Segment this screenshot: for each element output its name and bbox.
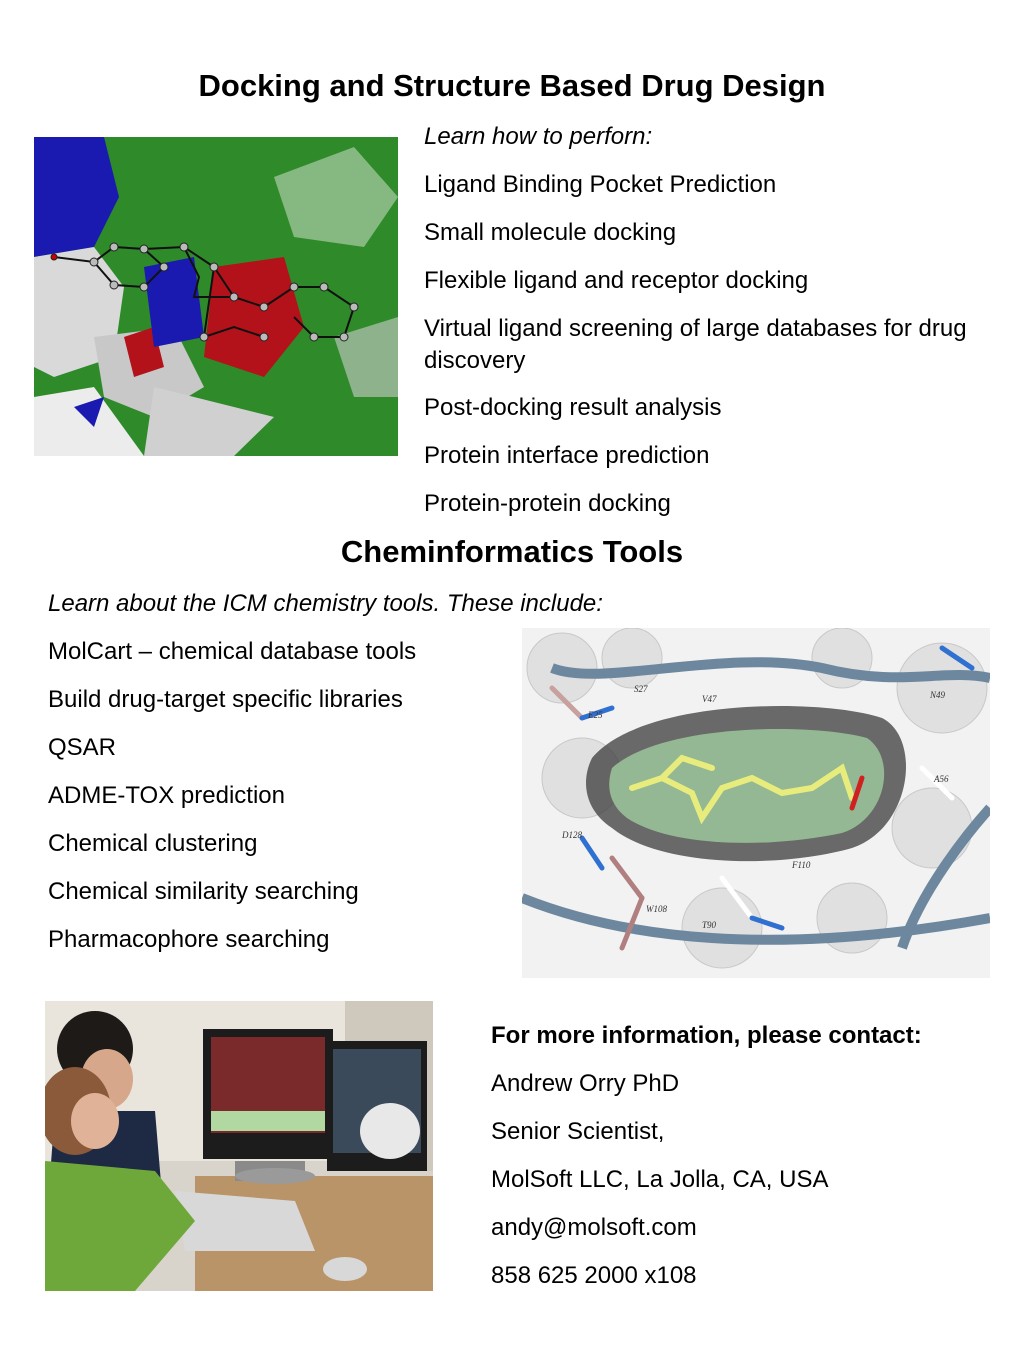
section1-item: Virtual ligand screening of large databases for drug discovery [424,315,967,374]
section1-item: Ligand Binding Pocket Prediction [424,171,777,198]
docking-surface-image [34,137,398,456]
section1-item: Small molecule docking [424,219,677,246]
residue-label: N49 [930,690,946,700]
section2-item: MolCart – chemical database tools [48,638,417,665]
residue-label: W108 [646,904,667,914]
section2-item: ADME-TOX prediction [48,782,285,809]
section2-item: Build drug-target specific libraries [48,686,403,713]
residue-label: S27 [634,684,648,694]
contact-name: Andrew Orry PhD [491,1070,680,1097]
contact-heading: For more information, please contact: [491,1022,922,1049]
contact-role: Senior Scientist, [491,1118,665,1145]
contact-phone: 858 625 2000 x108 [491,1262,697,1289]
residue-label: A56 [934,774,949,784]
scientists-photo [45,1001,433,1291]
section1-item: Protein-protein docking [424,490,671,517]
section1-item: Post-docking result analysis [424,394,722,421]
residue-label: D128 [562,830,582,840]
contact-organization: MolSoft LLC, La Jolla, CA, USA [491,1166,829,1193]
binding-pocket-image [522,628,990,978]
residue-label: V47 [702,694,717,704]
section1-title: Docking and Structure Based Drug Design [198,68,826,103]
section2-intro: Learn about the ICM chemistry tools. These include: [48,590,603,617]
section2-item: Chemical clustering [48,830,258,857]
contact-email[interactable]: andy@molsoft.com [491,1214,697,1241]
section2-item: Pharmacophore searching [48,926,330,953]
residue-label: T90 [702,920,717,930]
residue-label: F110 [792,860,811,870]
section2-item: Chemical similarity searching [48,878,359,905]
residue-label: E25 [588,710,603,720]
section1-item: Flexible ligand and receptor docking [424,267,809,294]
section2-item: QSAR [48,734,117,761]
section2-title: Cheminformatics Tools [340,534,684,569]
section1-intro: Learn how to perforn: [424,123,653,150]
section1-item: Protein interface prediction [424,442,710,469]
